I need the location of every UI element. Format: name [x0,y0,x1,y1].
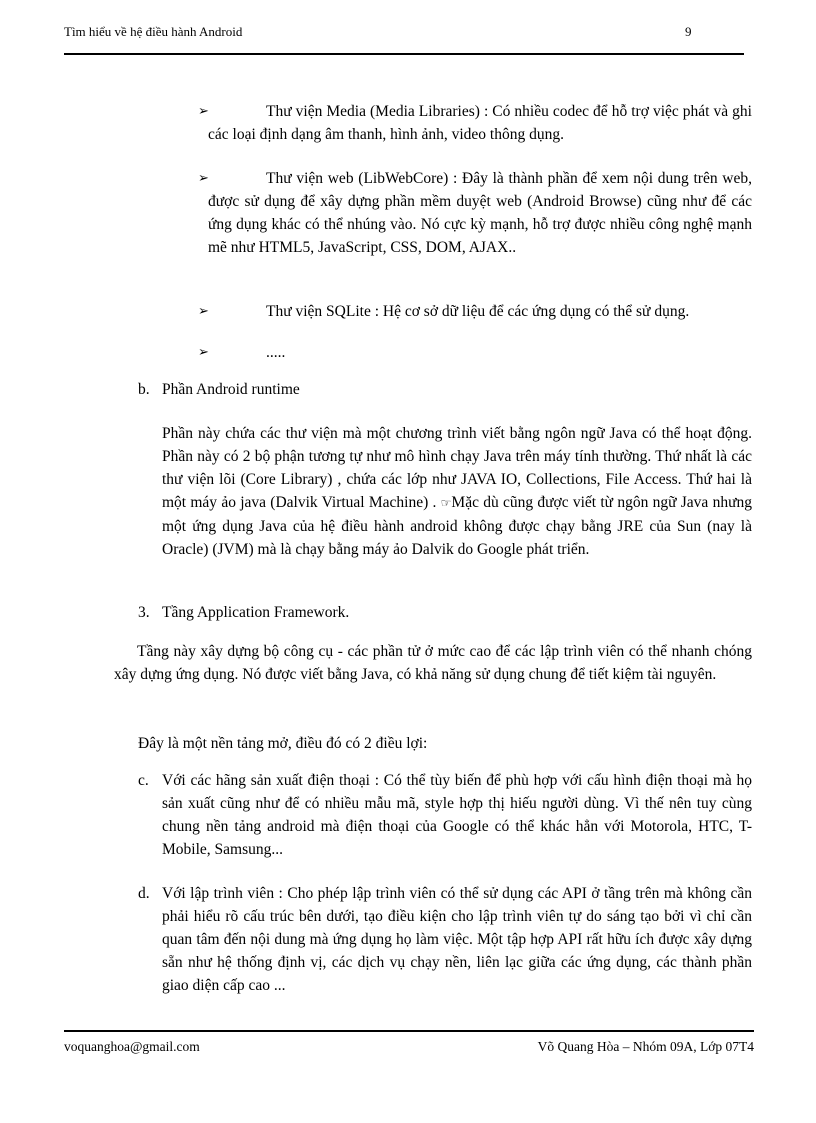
arrow-bullet-icon: ➢ [198,304,209,319]
page-number: 9 [685,24,692,39]
section-b-body [162,422,752,561]
list-item-d-text: Với lập trình viên : Cho phép lập trình viên có thể sử dụng các API ở tầng trên mà không cần phải hiểu rõ cấu trúc bên dưới, tạo điều kiện cho lập trình viên tự do sáng tạo bởi vì chỉ cần quan tâm đến nội dung mà ứng dụng họ làm việc. Một tập hợp API rất hữu ích được xây dựng sẵn như hệ thống định vị, các dịch vụ chạy nền, liên lạc giữa các ứng dụng, các thành phần giao diện cấp cao ... [162,885,752,994]
page-header [64,24,744,44]
section-3-label: 3. [138,604,150,621]
section-b-body-part2: Mặc dù cũng được viết từ ngôn ngữ Java nhưng một ứng dụng Java của hệ điều hành android không được chạy bằng JRE của Sun (nay là Oracle) (JVM) mà là chạy bằng máy ảo Dalvik do Google phát triển. [162,494,752,558]
arrow-bullet-icon: ➢ [198,171,209,186]
section-b-label: b. [138,381,150,398]
bullet-item-sqlite [200,300,752,323]
header-rule [64,53,744,55]
section-3-intro: Đây là một nền tảng mở, điều đó có 2 điều lợi: [138,735,428,752]
bullet-text: Thư viện Media (Media Libraries) : Có nhiều codec để hỗ trợ việc phát và ghi các loại định dạng âm thanh, hình ảnh, video thông dụng. [208,103,752,143]
bullet-text: ..... [266,344,286,361]
list-item-c-text: Với các hãng sản xuất điện thoại : Có thể tùy biến để phù hợp với cấu hình điện thoại mà họ sản xuất cũng như để có nhiều mẫu mã, style hợp thị hiếu người dùng. Vì thế nên tuy cùng chung nền tảng android mà điện thoại của Google có thể khác hẳn với Motorola, HTC, T-Mobile, Samsung... [162,772,752,858]
section-b-heading: Phần Android runtime [162,381,300,398]
arrow-bullet-icon: ➢ [198,345,209,360]
bullet-text: Thư viện SQLite : Hệ cơ sở dữ liệu để các ứng dụng có thể sử dụng. [266,303,690,320]
list-item-c-label: c. [138,772,149,789]
list-item-d-label: d. [138,885,150,902]
header-title: Tìm hiểu về hệ điều hành Android [64,24,243,39]
pointing-hand-icon: ☞ [440,496,452,510]
footer-author: Võ Quang Hòa – Nhóm 09A, Lớp 07T4 [537,1039,754,1054]
section-b-body-part1: Phần này chứa các thư viện mà một chương trình viết bằng ngôn ngữ Java có thể hoạt động. Phần này có 2 bộ phận tương tự như mô hình chạy Java trên máy tính thường. Thứ nhất là các thư viện lõi (Core Library) , chứa các lớp như JAVA IO, Collections, File Access. Thứ hai là một máy ảo java (Dalvik Virtual Machine) . [162,425,752,511]
bullet-item-ellipsis [200,341,752,364]
bullet-item-web [200,167,752,259]
arrow-bullet-icon: ➢ [198,104,209,119]
bullet-text: Thư viện web (LibWebCore) : Đây là thành phần để xem nội dung trên web, được sử dụng để xây dựng phần mềm duyệt web (Android Browse) cũng như để các ứng dụng khác có thể nhúng vào. Nó cực kỳ mạnh, hỗ trợ được nhiều công nghệ mạnh mẽ như HTML5, JavaScript, CSS, DOM, AJAX.. [208,170,752,256]
bullet-item-media [200,100,752,146]
section-3-paragraph: Tầng này xây dựng bộ công cụ - các phần tử ở mức cao để các lập trình viên có thể nhanh chóng xây dựng ứng dụng. Nó được viết bằng Java, có khả năng sử dụng chung để tiết kiệm tài nguyên. [114,643,752,683]
footer-rule [64,1030,754,1032]
footer-email: voquanghoa@gmail.com [64,1039,200,1054]
section-3-heading: Tầng Application Framework. [162,604,350,621]
